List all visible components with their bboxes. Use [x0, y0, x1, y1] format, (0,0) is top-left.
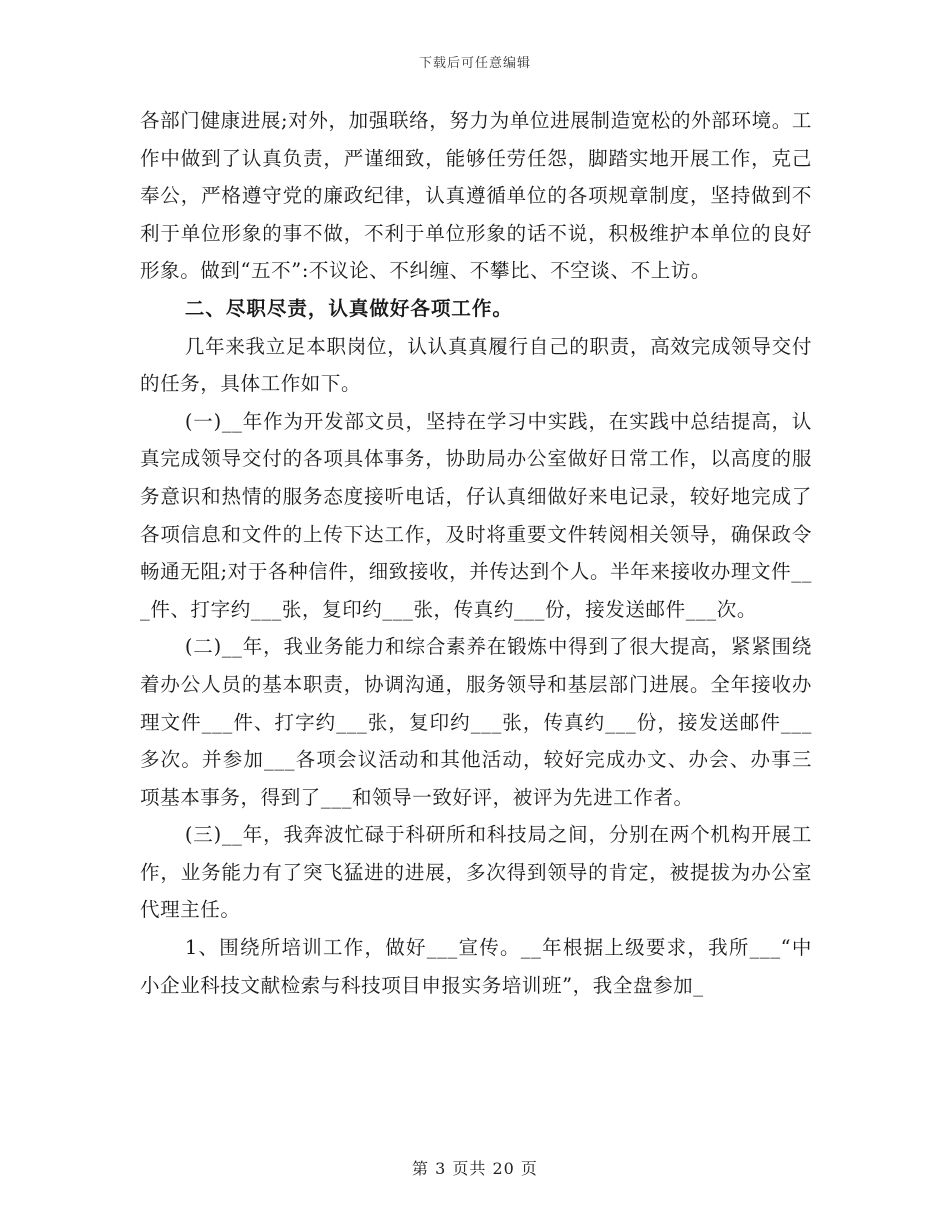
section-heading: 二、尽职尽责，认真做好各项工作。 [184, 296, 513, 320]
paragraph-subitem-1: 1、围绕所培训工作，做好___宣传。__年根据上级要求，我所___“中小企业科技文献检索与科技项目申报实务培训班”，我全盘参加_ [140, 936, 812, 997]
page-footer: 第 3 页共 20 页 [412, 1159, 538, 1178]
paragraph-item-3: (三)__年，我奔波忙碌于科研所和科技局之间，分别在两个机构开展工作，业务能力有了突飞猛进的进展，多次得到领导的肯定，被提拔为办公室代理主任。 [140, 823, 812, 922]
paragraph-continuation: 各部门健康进展;对外，加强联络，努力为单位进展制造宽松的外部环境。工作中做到了认真负责，严谨细致，能够任劳任怨，脚踏实地开展工作，克己奉公，严格遵守党的廉政纪律，认真遵循单位的各项规章制度，坚持做到不利于单位形象的事不做，不利于单位形象的话不说，积极维护本单位的良好形象。做到“五不”:不议论、不纠缠、不攀比、不空谈、不上访。 [140, 109, 812, 283]
paragraph-item-2: (二)__年，我业务能力和综合素养在锻炼中得到了很大提高，紧紧围绕着办公人员的基本职责，协调沟通，服务领导和基层部门进展。全年接收办理文件___件、打字约___张，复印约___张，传真约___份，接发送邮件___多次。并参加___各项会议活动和其他活动，较好完成办文、办会、办事三项基本事务，得到了___和领导一致好评，被评为先进工作者。 [140, 635, 812, 809]
document-body [140, 102, 812, 1004]
page-header: 下载后可任意编辑 [418, 56, 531, 71]
paragraph-item-1: (一)__年作为开发部文员，坚持在学习中实践，在实践中总结提高，认真完成领导交付的各项具体事务，协助局办公室做好日常工作，以高度的服务意识和热情的服务态度接听电话，仔认真细做好来电记录，较好地完成了各项信息和文件的上传下达工作，及时将重要文件转阅相关领导，确保政令畅通无阻;对于各种信件，细致接收，并传达到个人。半年来接收办理文件___件、打字约___张，复印约___张，传真约___份，接发送邮件___次。 [140, 409, 812, 621]
paragraph-intro: 几年来我立足本职岗位，认认真真履行自己的职责，高效完成领导交付的任务，具体工作如下。 [140, 334, 812, 396]
